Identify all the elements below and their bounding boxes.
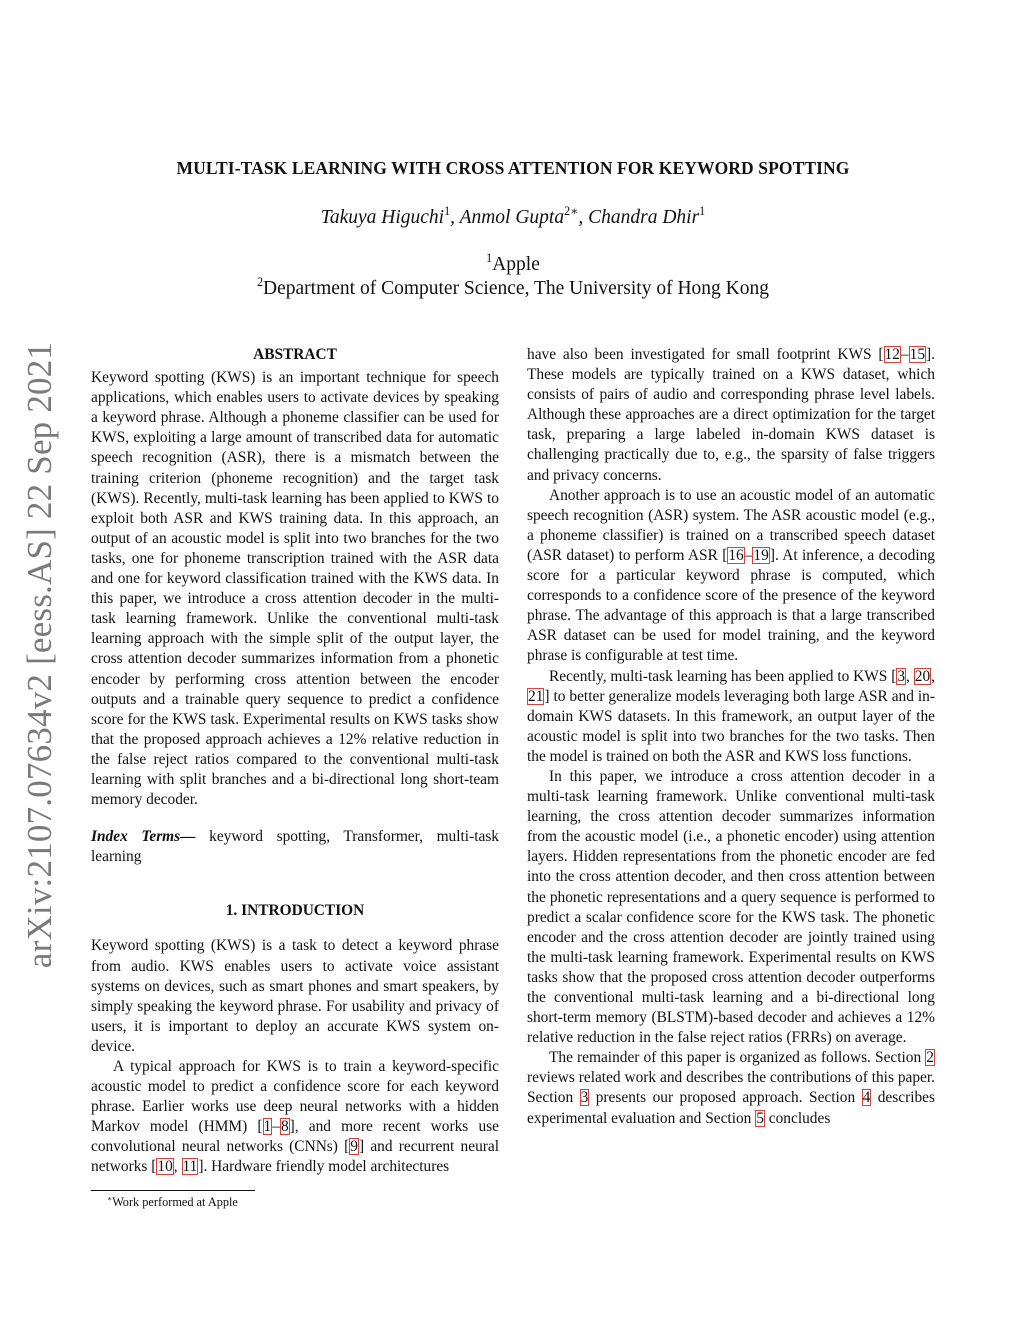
- affiliation: [92, 251, 934, 276]
- citation-link[interactable]: 8: [280, 1118, 289, 1136]
- affiliation-name: Department of Computer Science, The University of Hong Kong: [263, 278, 770, 299]
- citation-link[interactable]: 3: [897, 667, 906, 685]
- abstract-text: Keyword spotting (KWS) is an important technique for speech applications, which enables users to activate devices by speaking a keyword phrase. Although a phoneme classifier can be used for KWS, exploiting a large amount of transcribed data for automatic speech recognition (ASR), there is a mismatch between the training criterion (phoneme recognition) and the target task (KWS). Recently, multi-task learning has been applied to KWS to exploit both ASR and KWS training data. In this approach, an output of an acoustic model is split into two branches for the two tasks, one for phoneme transcription trained with the ASR data and one for keyword classification trained with the KWS data. In this paper, we introduce a cross attention decoder in the multi-task learning framework. Unlike the conventional multi-task learning approach with the simple split of the output layer, the cross attention decoder summarizes information from a phonetic encoder by performing cross attention between the encoder outputs and a trainable query sequence to predict a confidence score for the KWS task. Experimental results on KWS tasks show that the proposed approach achieves a 12% relative reduction in the false reject ratios compared to the conventional multi-task learning with split branches and a bi-directional long short-team memory decoder.: [91, 369, 499, 809]
- section-link[interactable]: 4: [862, 1089, 871, 1107]
- index-terms: [91, 827, 499, 867]
- left-column: [91, 345, 499, 1178]
- citation-link[interactable]: 19: [753, 546, 769, 564]
- citation-link[interactable]: 21: [528, 687, 544, 705]
- body-paragraph: Recently, multi-task learning has been applied to KWS [3, 20, 21] to better generalize models leveraging both large ASR and in-domain KWS datasets. In this framework, an output layer of the acoustic model is split into two branches for the two tasks. Then the model is trained on both the ASR and KWS loss functions.: [527, 667, 935, 765]
- author-name: Takuya Higuchi: [320, 207, 445, 228]
- citation-link[interactable]: 20: [914, 667, 931, 685]
- intro-paragraph: A typical approach for KWS is to train a keyword-specific acoustic model to predict a confidence score for each keyword phrase. Earlier works use deep neural networks with a hidden Markov model (HMM) [1–8], and more recent works use convolutional neural networks (CNNs) [9] and recurrent neural networks [10, 11]. Hardware friendly model architectures: [91, 1058, 499, 1176]
- citation-link[interactable]: 12: [884, 346, 900, 363]
- author-list: Takuya Higuchi$^1$, Anmol Gupta$^{2∗}$, Chandra Dhir$^1$: [320, 204, 706, 228]
- section-link[interactable]: 3: [580, 1089, 589, 1107]
- affiliation: [92, 275, 934, 300]
- index-terms-label: Index Terms—: [91, 828, 196, 846]
- introduction-heading: 1. INTRODUCTION: [225, 902, 365, 920]
- affiliation-mark: 1: [486, 251, 493, 266]
- footnote-text: Work performed at Apple: [112, 1195, 238, 1209]
- citation-link[interactable]: 1: [263, 1118, 272, 1136]
- body-paragraph: The remainder of this paper is organized as follows. Section 2 reviews related work and describes the contributions of this paper. Section 3 presents our proposed approach. Section 4 describes experimental evaluation and Section 5 concludes: [527, 1049, 935, 1127]
- section-link[interactable]: 2: [926, 1049, 934, 1067]
- body-paragraph: In this paper, we introduce a cross attention decoder in a multi-task learning framework. Unlike conventional multi-task learning, the cross attention decoder summarizes information from the acoustic model (i.e., a phonetic encoder) using attention layers. Hidden representations from the phonetic encoder are fed into the cross attention decoder, and then cross attention between the phonetic representations and a query sequence is performed to predict a scalar confidence score for the KWS task. The phonetic encoder and the cross attention decoder are jointly trained using the multi-task learning framework. Experimental results on KWS tasks show that the proposed cross attention decoder outperforms the conventional multi-task learning and a bi-directional long short-term memory (BLSTM)-based decoder and achieves a 12% relative reduction in the false reject ratios (FRRs) on average.: [527, 767, 935, 1047]
- intro-paragraph: Keyword spotting (KWS) is a task to detect a keyword phrase from audio. KWS enables users to activate voice assistant systems on devices, such as smart phones and smart speakers, by simply speaking the keyword phrase. For usability and privacy of users, it is important to deploy an accurate KWS system on-device.: [91, 937, 499, 1055]
- body-paragraph: have also been investigated for small footprint KWS [12–15]. These models are typically trained on a KWS dataset, which consists of pairs of audio and corresponding phrase level labels. Although these approaches are a direct optimization for the target task, preparing a large labeled in-domain KWS dataset is challenging practically due to, e.g., the sparsity of false triggers and privacy concerns.: [527, 346, 935, 484]
- abstract-heading: ABSTRACT: [253, 346, 337, 363]
- footnote: [107, 1195, 238, 1210]
- citation-link[interactable]: 15: [909, 346, 926, 363]
- author-name: Chandra Dhir: [588, 207, 700, 228]
- author-affiliation-mark: 2∗: [564, 204, 579, 219]
- arxiv-identifier: arXiv:2107.07634v2 [eess.AS] 22 Sep 2021: [20, 341, 59, 969]
- citation-link[interactable]: 11: [182, 1158, 198, 1176]
- footnote-mark: ∗: [107, 1194, 113, 1204]
- author-affiliation-mark: 1: [444, 204, 451, 219]
- right-column: [527, 345, 935, 1129]
- body-paragraph: Another approach is to use an acoustic model of an automatic speech recognition (ASR) system. The ASR acoustic model (e.g., a phoneme classifier) is trained on a transcribed speech dataset (ASR dataset) to perform ASR [16–19]. At inference, a decoding score for a particular keyword phrase is computed, which corresponds to a confidence score of the presence of the keyword phrase. The advantage of this approach is that a large transcribed ASR dataset can be used for model training, and the keyword phrase is configurable at test time.: [527, 486, 935, 665]
- citation-link[interactable]: 16: [728, 546, 744, 564]
- citation-link[interactable]: 10: [157, 1158, 173, 1176]
- affiliation-mark: 2: [256, 275, 264, 290]
- citation-link[interactable]: 9: [350, 1138, 358, 1156]
- affiliation-name: Apple: [492, 254, 540, 275]
- footnote-divider: [91, 1190, 255, 1191]
- section-link[interactable]: 5: [756, 1109, 764, 1127]
- paper-title: MULTI-TASK LEARNING WITH CROSS ATTENTION FOR KEYWORD SPOTTING: [176, 158, 850, 178]
- index-terms-text: keyword spotting, Transformer, multi-task learning: [91, 828, 499, 866]
- author-affiliation-mark: 1: [699, 204, 706, 219]
- author-name: Anmol Gupta: [459, 207, 565, 228]
